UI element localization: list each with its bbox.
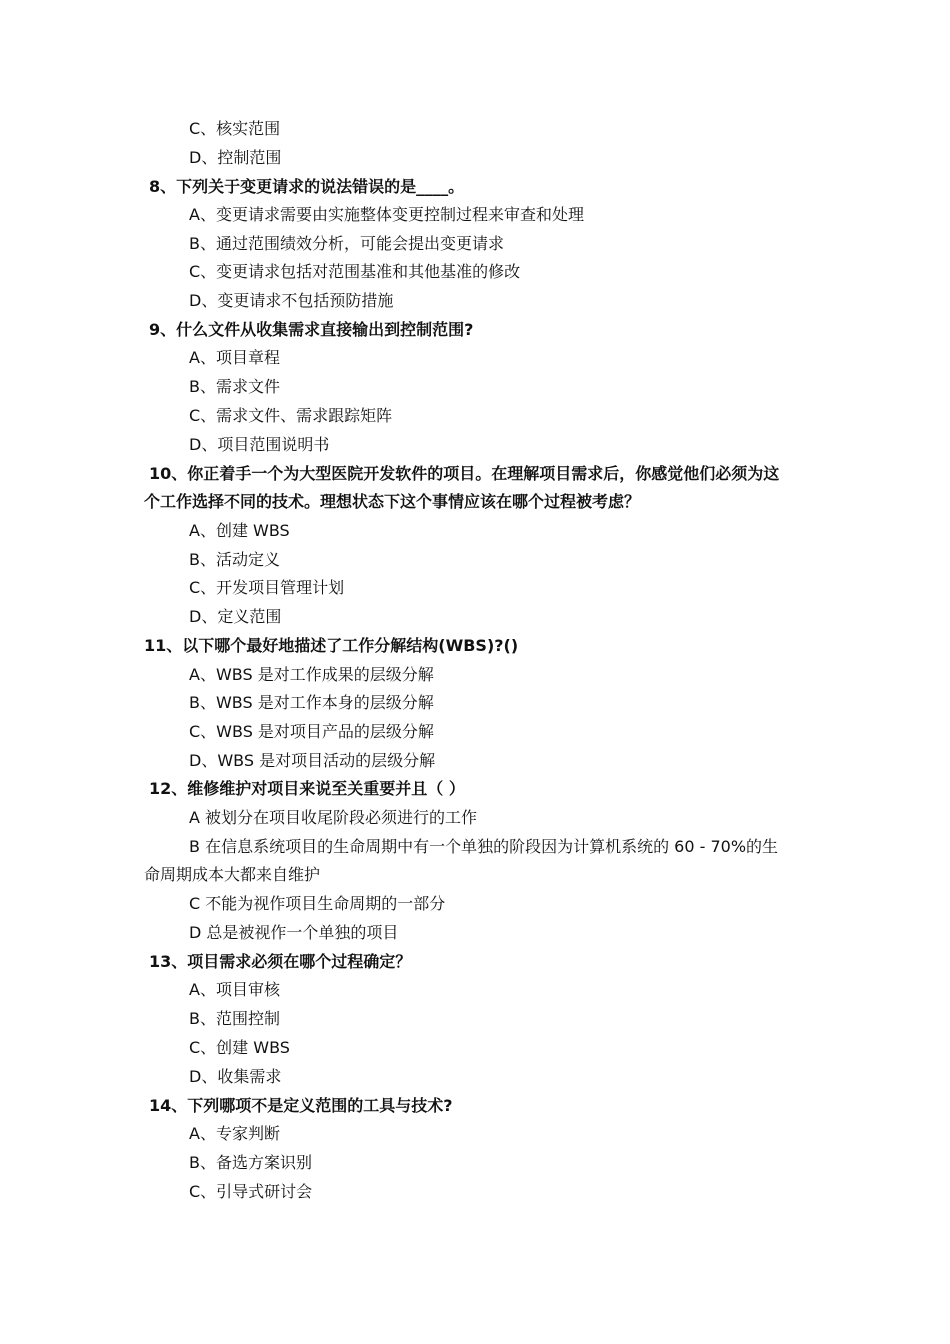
option-line: B、活动定义 [189,550,280,569]
question-line: 12、维修维护对项目来说至关重要并且（ ） [149,779,465,798]
option-line: A、变更请求需要由实施整体变更控制过程来审查和处理 [189,205,584,224]
question-line: 11、以下哪个最好地描述了工作分解结构(WBS)?() [144,636,519,655]
option-line: B 在信息系统项目的生命周期中有一个单独的阶段因为计算机系统的 60 - 70%的生 [189,837,779,856]
option-line: D、WBS 是对项目活动的层级分解 [189,751,436,770]
option-line: D 总是被视作一个单独的项目 [189,923,399,942]
option-line-continued: 命周期成本大都来自维护 [144,865,321,884]
option-line: C、变更请求包括对范围基准和其他基准的修改 [189,262,521,281]
option-line: B、需求文件 [189,377,280,396]
question-line-continued: 个工作选择不同的技术。理想状态下这个事情应该在哪个过程被考虑？ [144,492,641,511]
option-line: D、变更请求不包括预防措施 [189,291,394,310]
option-line: A、项目章程 [189,348,280,367]
option-line: D、定义范围 [189,607,282,626]
option-line: A、WBS 是对工作成果的层级分解 [189,665,434,684]
option-line: D、控制范围 [189,148,282,167]
option-line: A、专家判断 [189,1124,280,1143]
option-line: A、项目审核 [189,980,280,999]
option-line: A 被划分在项目收尾阶段必须进行的工作 [189,808,478,827]
option-line: D、项目范围说明书 [189,435,330,454]
option-line: B、通过范围绩效分析，可能会提出变更请求 [189,234,504,253]
option-line: C、创建 WBS [189,1038,290,1057]
option-line: A、创建 WBS [189,521,290,540]
question-line: 10、你正着手一个为大型医院开发软件的项目。在理解项目需求后，你感觉他们必须为这 [149,464,780,483]
question-line: 14、下列哪项不是定义范围的工具与技术? [149,1096,453,1115]
question-line: 8、下列关于变更请求的说法错误的是____。 [149,177,465,196]
option-line: D、收集需求 [189,1067,282,1086]
option-line: C、核实范围 [189,119,281,138]
option-line: C、开发项目管理计划 [189,578,345,597]
question-line: 13、项目需求必须在哪个过程确定？ [149,952,412,971]
question-line: 9、什么文件从收集需求直接输出到控制范围? [149,320,474,339]
option-line: C、引导式研讨会 [189,1182,313,1201]
option-line: C、需求文件、需求跟踪矩阵 [189,406,393,425]
option-line: C、WBS 是对项目产品的层级分解 [189,722,434,741]
option-line: B、范围控制 [189,1009,280,1028]
option-line: B、备选方案识别 [189,1153,312,1172]
option-line: C 不能为视作项目生命周期的一部分 [189,894,446,913]
option-line: B、WBS 是对工作本身的层级分解 [189,693,434,712]
